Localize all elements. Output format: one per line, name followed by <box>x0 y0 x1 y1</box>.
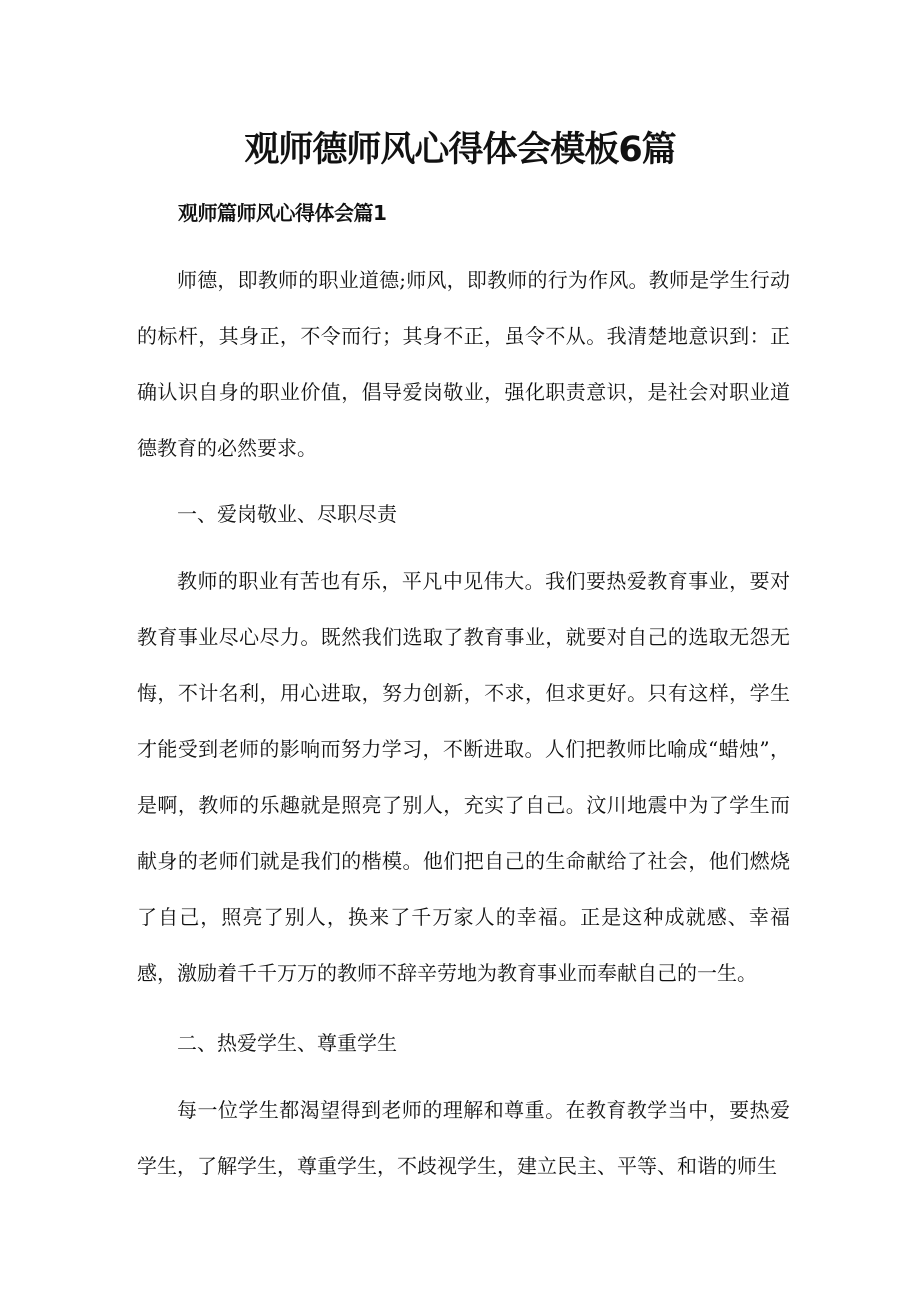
paragraph-respect: 每一位学生都渴望得到老师的理解和尊重。在教育教学当中，要热爱学生，了解学生，尊重学生，不歧视学生，建立民主、平等、和谐的师生 <box>137 1098 790 1178</box>
paragraph-dedication: 教师的职业有苦也有乐，平凡中见伟大。我们要热爱教育事业，要对教育事业尽心尽力。既然我们选取了教育事业，就要对自己的选取无怨无悔，不计名利，用心进取，努力创新，不求，但求更好。只有这样，学生才能受到老师的影响而努力学习，不断进取。人们把教师比喻成“蜡烛”，是啊，教师的乐趣就是照亮了别人，充实了自己。汶川地震中为了学生而献身的老师们就是我们的楷模。他们把自己的生命献给了社会，他们燃烧了自己，照亮了别人，换来了千万家人的幸福。正是这种成就感、幸福感，激励着千千万万的教师不辞辛劳地为教育事业而奉献自己的一生。 <box>137 569 790 985</box>
subheading-1: 一、爱岗敬业、尽职尽责 <box>177 502 397 526</box>
document-title: 观师德师风心得体会模板6篇 <box>244 130 676 170</box>
paragraph-intro: 师德，即教师的职业道德;师风，即教师的行为作风。教师是学生行动的标杆，其身正，不令而行；其身不正，虽令不从。我清楚地意识到：正确认识自身的职业价值，倡导爱岗敬业，强化职责意识，是社会对职业道德教育的必然要求。 <box>137 268 790 460</box>
section-title: 观师篇师风心得体会篇1 <box>178 201 387 225</box>
subheading-2: 二、热爱学生、尊重学生 <box>177 1031 397 1055</box>
